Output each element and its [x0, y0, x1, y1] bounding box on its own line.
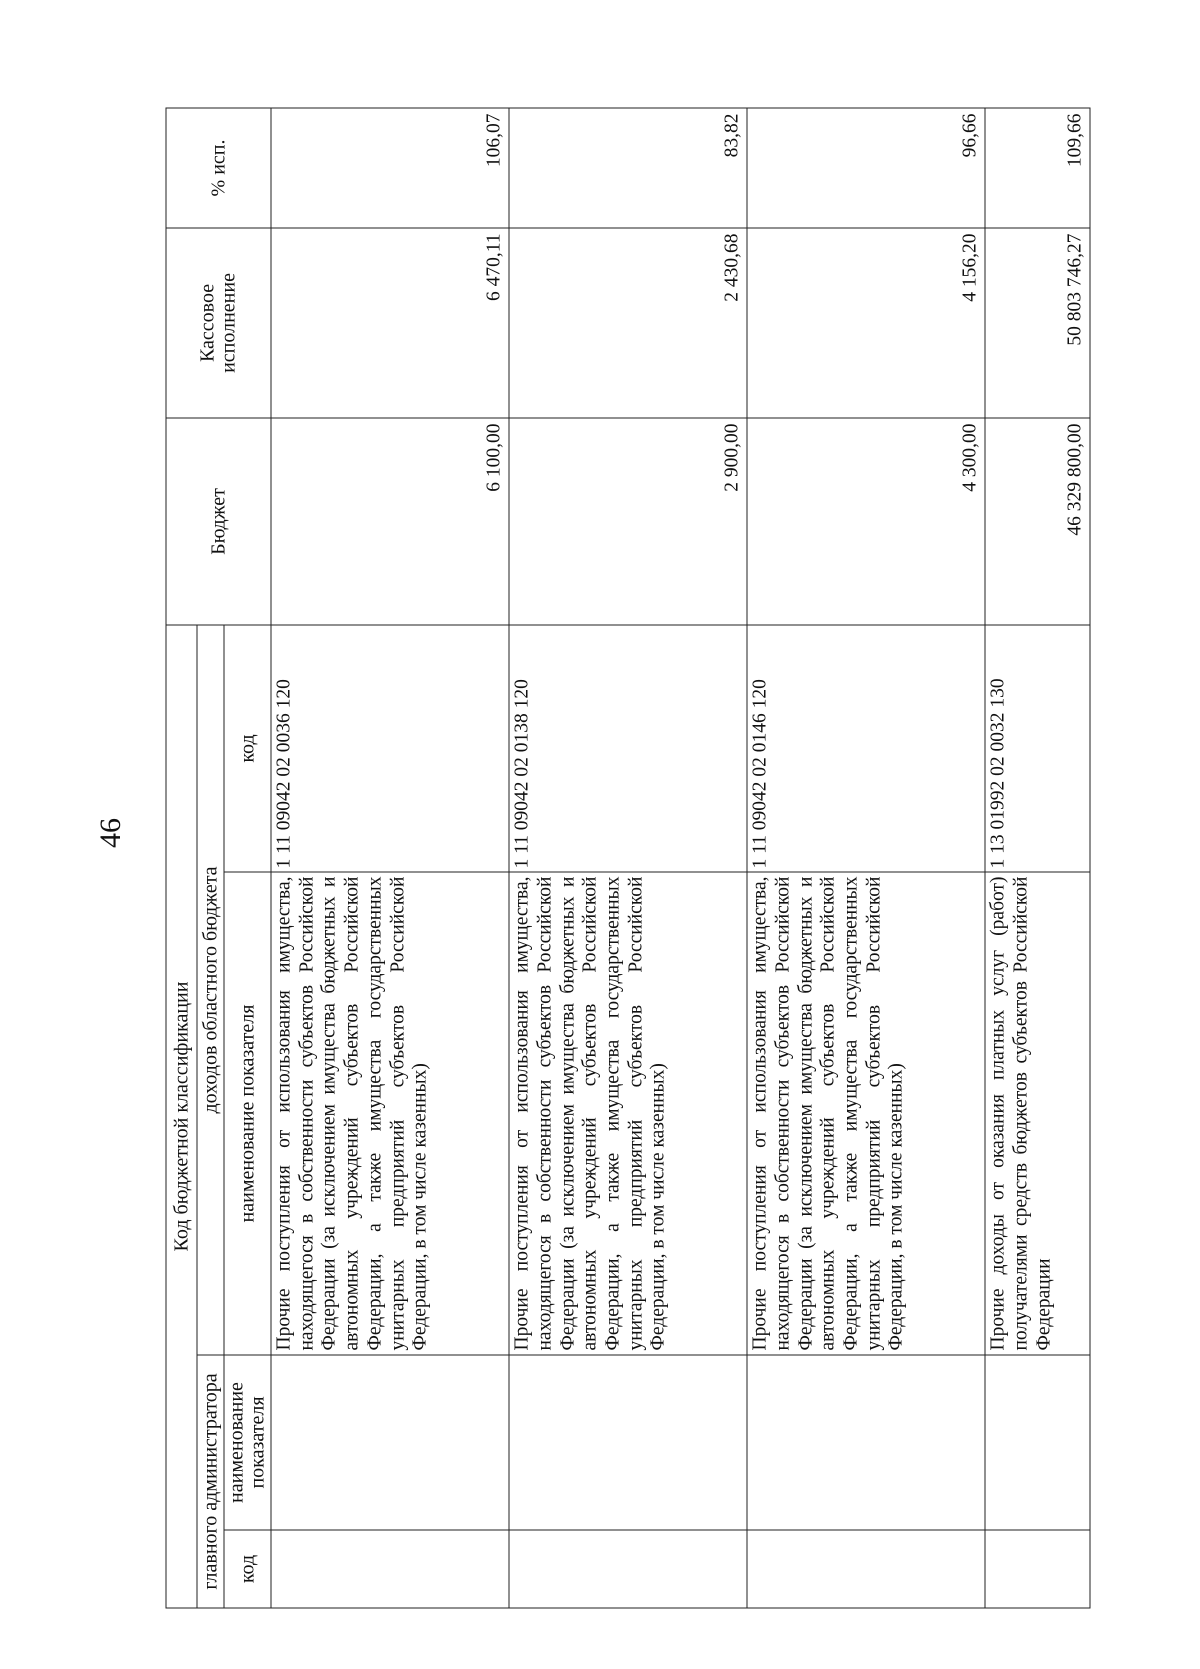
income-code-cell: 1 11 09042 02 0146 120	[747, 624, 985, 871]
header-income-group: доходов областного бюджета	[197, 624, 224, 1354]
cash-cell: 6 470,11	[271, 227, 509, 417]
admin-code-cell	[271, 1530, 509, 1608]
header-income-name: наименование показателя	[224, 872, 271, 1355]
admin-name-cell	[509, 1355, 747, 1530]
income-name-cell: Прочие поступления от использования имущества, находящегося в собственности субъектов Российской Федерации (за исключением имущества бюджетных и автономных учреждений субъектов Российской Федерации, а также имущества государственных унитарных предприятий субъектов Российской Федерации, в том числе казенных)	[747, 872, 985, 1355]
budget-cell: 6 100,00	[271, 417, 509, 624]
income-code-cell: 1 13 01992 02 0032 130	[985, 624, 1090, 871]
budget-table	[165, 107, 1090, 1608]
percent-cell: 109,66	[985, 107, 1090, 227]
cash-cell: 4 156,20	[747, 227, 985, 417]
table-row	[985, 107, 1090, 1607]
cash-cell: 2 430,68	[509, 227, 747, 417]
admin-name-cell	[985, 1355, 1090, 1530]
table-header	[166, 107, 271, 1607]
budget-cell: 4 300,00	[747, 417, 985, 624]
percent-cell: 106,07	[271, 107, 509, 227]
header-admin-group: главного администратора	[197, 1355, 224, 1608]
header-percent: % исп.	[166, 107, 271, 227]
admin-code-cell	[747, 1530, 985, 1608]
budget-table-sheet	[165, 108, 1090, 1608]
income-name-cell: Прочие поступления от использования имущества, находящегося в собственности субъектов Российской Федерации (за исключением имущества бюджетных и автономных учреждений субъектов Российской Федерации, а также имущества государственных унитарных предприятий субъектов Российской Федерации, в том числе казенных)	[271, 872, 509, 1355]
percent-cell: 83,82	[509, 107, 747, 227]
income-name-cell: Прочие поступления от использования имущества, находящегося в собственности субъектов Российской Федерации (за исключением имущества бюджетных и автономных учреждений субъектов Российской Федерации, а также имущества государственных унитарных предприятий субъектов Российской Федерации, в том числе казенных)	[509, 872, 747, 1355]
income-code-cell: 1 11 09042 02 0138 120	[509, 624, 747, 871]
header-income-code: код	[224, 624, 271, 871]
admin-code-cell	[509, 1530, 747, 1608]
cash-cell: 50 803 746,27	[985, 227, 1090, 417]
table-row	[271, 107, 509, 1607]
income-code-cell: 1 11 09042 02 0036 120	[271, 624, 509, 871]
table-row	[747, 107, 985, 1607]
admin-name-cell	[271, 1355, 509, 1530]
admin-name-cell	[747, 1355, 985, 1530]
budget-cell: 2 900,00	[509, 417, 747, 624]
table-row	[509, 107, 747, 1607]
header-budget: Бюджет	[166, 417, 271, 624]
page-number: 46	[94, 818, 127, 848]
header-cash: Кассовое исполнение	[166, 227, 271, 417]
percent-cell: 96,66	[747, 107, 985, 227]
admin-code-cell	[985, 1530, 1090, 1608]
header-admin-code: код	[224, 1530, 271, 1608]
header-admin-name: наименование показателя	[224, 1355, 271, 1530]
budget-cell: 46 329 800,00	[985, 417, 1090, 624]
header-classification: Код бюджетной классификации	[166, 624, 197, 1607]
income-name-cell: Прочие доходы от оказания платных услуг (работ) получателями средств бюджетов субъектов Российской Федерации	[985, 872, 1090, 1355]
